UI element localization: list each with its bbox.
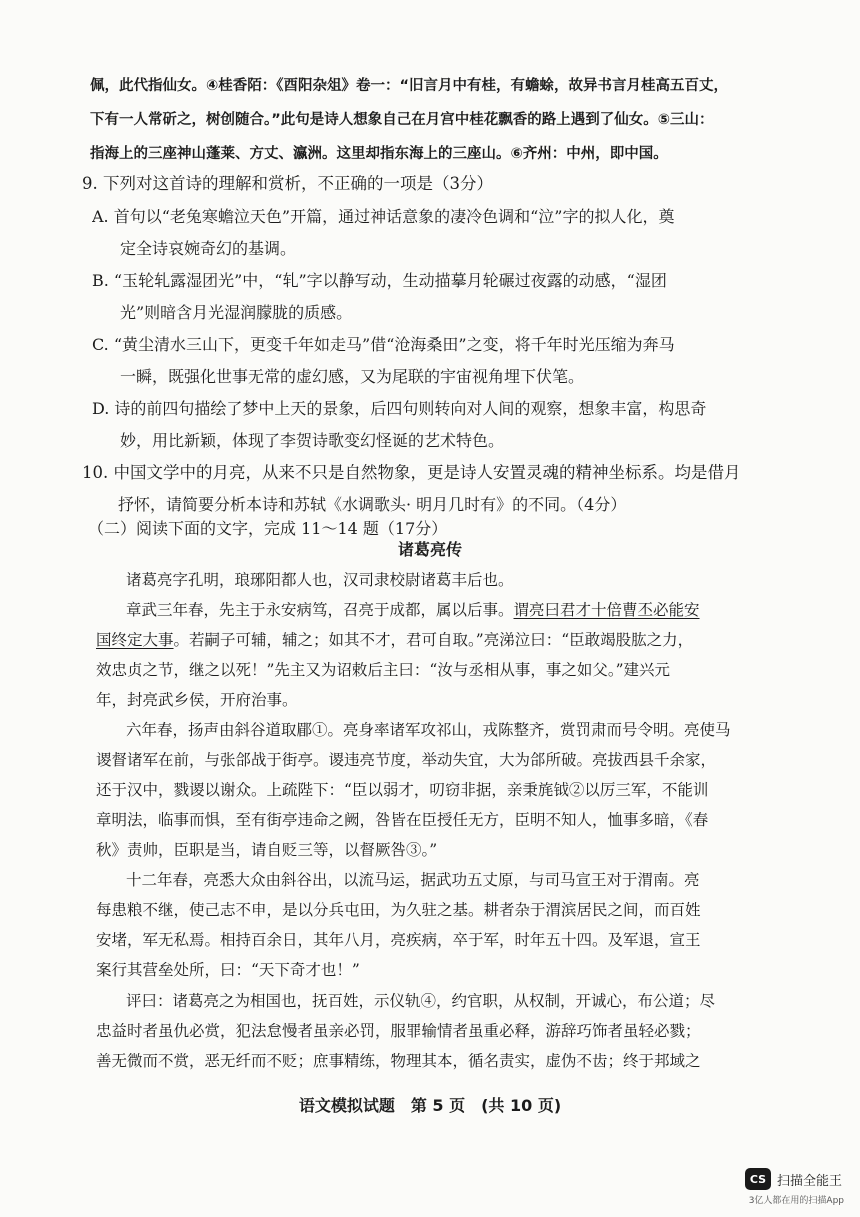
option-a-line-2: 定全诗哀婉奇幻的基调。 (120, 239, 297, 258)
question-9-stem: 9. 下列对这首诗的理解和赏析，不正确的一项是（3分） (82, 174, 493, 193)
passage-p2-line-2 (96, 628, 786, 652)
passage-title: 诸葛亮传 (397, 540, 462, 559)
passage-p3-line-5: 秋》责帅，臣职是当，请自贬三等，以督厥咎③。” (96, 841, 438, 859)
note-line-2: 下有一人常斫之，树创随合。”此句是诗人想象自己在月宫中桂花飘香的路上遇到了仙女。⑤三山： (90, 112, 714, 128)
question-10-line-1: 10. 中国文学中的月亮，从来不只是自然物象，更是诗人安置灵魂的精神坐标系。均是借月 (82, 463, 741, 482)
note-line-3: 指海上的三座神山蓬莱、方丈、瀛洲。这里却指东海上的三座山。⑥齐州：中州，即中国。 (90, 146, 668, 162)
passage-p5-line-1: 评曰：诸葛亮之为相国也，抚百姓，示仪轨④，约官职，从权制，开诚心，布公道；尽 (126, 992, 716, 1010)
section-2-heading: （二）阅读下面的文字，完成 11～14 题（17分） (88, 519, 448, 538)
passage-p4-line-1: 十二年春，亮悉大众由斜谷出，以流马运，据武功五丈原，与司马宣王对于渭南。亮 (126, 871, 700, 889)
passage-p2-text: 章武三年春，先主于永安病笃，召亮于成都，属以后事。 (126, 601, 514, 619)
passage-p3-line-4: 章明法，临事而惧，至有街亭违命之阙，咎皆在臣授任无方，臣明不知人，恤事多暗，《春 (96, 811, 709, 829)
option-c-line-2: 一瞬，既强化世事无常的虚幻感，又为尾联的宇宙视角埋下伏笔。 (120, 367, 585, 386)
page-footer: 语文模拟试题 第 5 页 (共 10 页) (298, 1096, 562, 1115)
passage-p2-line-4: 年，封亮武乡侯，开府治事。 (96, 691, 298, 709)
option-b-line-2: 光”则暗含月光湿润朦胧的质感。 (120, 303, 353, 322)
option-d-line-1: D. 诗的前四句描绘了梦中上天的景象，后四句则转向对人间的观察，想象丰富，构思奇 (92, 399, 707, 418)
passage-p5-line-3: 善无微而不赏，恶无纤而不贬；庶事精练，物理其本，循名责实，虚伪不齿；终于邦域之 (96, 1052, 701, 1070)
underlined-sentence-part-1: 谓亮曰君才十倍曹丕必能安 (513, 601, 700, 619)
passage-p4-line-4: 案行其营垒处所，曰：“天下奇才也！” (96, 961, 360, 979)
passage-p3-line-3: 还于汉中，戮谡以谢众。上疏陛下：“臣以弱才，叨窃非据，亲秉旄钺②以厉三军，不能训 (96, 781, 709, 799)
question-10-line-2: 抒怀，请简要分析本诗和苏轼《水调歌头· 明月几时有》的不同。（4分） (118, 495, 627, 514)
option-c-line-1: C. “黄尘清水三山下，更变千年如走马”借“沧海桑田”之变，将千年时光压缩为奔马 (92, 335, 675, 354)
passage-p2-line-3: 效忠贞之节，继之以死！”先主又为诏敕后主曰：“汝与丞相从事，事之如父。”建兴元 (96, 661, 671, 679)
scanner-watermark (745, 1168, 842, 1190)
passage-p2-text-2: 。若嗣子可辅，辅之；如其不才，君可自取。”亮涕泣曰：“臣敢竭股肱之力， (173, 631, 694, 649)
option-a-line-1: A. 首句以“老兔寒蟾泣天色”开篇，通过神话意象的凄冷色调和“泣”字的拟人化，奠 (92, 207, 675, 226)
note-line-1: 佩，此代指仙女。④桂香陌：《酉阳杂俎》卷一：“旧言月中有桂，有蟾蜍，故异书言月桂高五百丈， (90, 78, 729, 94)
option-b-line-1: B. “玉轮轧露湿团光”中，“轧”字以静写动，生动描摹月轮碾过夜露的动感，“湿团 (92, 271, 667, 290)
passage-p5-line-2: 忠益时者虽仇必赏，犯法怠慢者虽亲必罚，服罪输情者虽重必释，游辞巧饰者虽轻必戮； (96, 1022, 701, 1040)
passage-p3-line-1: 六年春，扬声由斜谷道取郿①。亮身率诸军攻祁山，戎陈整齐，赏罚肃而号令明。亮使马 (126, 721, 731, 739)
scanner-app-name: 扫描全能王 (776, 1173, 842, 1189)
passage-p4-line-3: 安堵，军无私焉。相持百余日，其年八月，亮疾病，卒于军，时年五十四。及军退，宣王 (96, 931, 701, 949)
underlined-sentence-part-2: 国终定大事 (96, 631, 174, 649)
passage-p2-line-1 (126, 598, 786, 622)
passage-p1: 诸葛亮字孔明，琅琊阳都人也，汉司隶校尉诸葛丰后也。 (126, 571, 514, 589)
passage-p3-line-2: 谡督诸军在前，与张郃战于街亭。谡违亮节度，举动失宜，大为郃所破。亮拔西县千余家， (96, 751, 717, 769)
camscanner-logo-icon: CS (745, 1168, 771, 1190)
option-d-line-2: 妙，用比新颖，体现了李贺诗歌变幻怪诞的艺术特色。 (120, 431, 505, 450)
scanner-tagline: 3亿人都在用的扫描App (748, 1196, 844, 1206)
passage-p4-line-2: 每患粮不继，使己志不申，是以分兵屯田，为久驻之基。耕者杂于渭滨居民之间，而百姓 (96, 901, 701, 919)
